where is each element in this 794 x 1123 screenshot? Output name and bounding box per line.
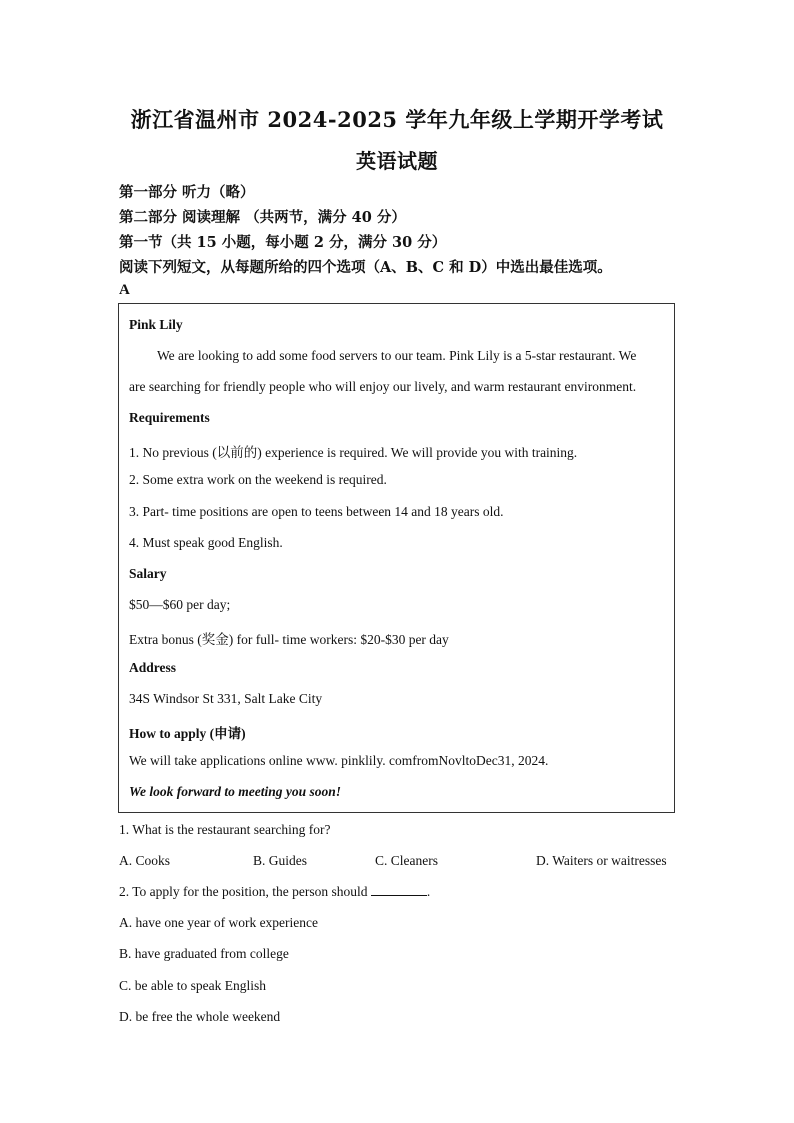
requirement-item: 4. Must speak good English. — [129, 535, 283, 550]
exam-title: 浙江省温州市 2024-2025 学年九年级上学期开学考试 — [130, 107, 664, 132]
q2-option-d: D. be free the whole weekend — [119, 1009, 281, 1024]
question-2-stem — [119, 884, 430, 900]
q1-option-a: A. Cooks — [119, 853, 171, 868]
passage-label: A — [119, 282, 130, 298]
closing-text: We look forward to meeting you soon! — [129, 784, 342, 799]
ad-intro-line1: We are looking to add some food servers to our team. Pink Lily is a 5-star restaurant. We — [157, 348, 637, 363]
ad-intro-line2: are searching for friendly people who will enjoy our lively, and warm restaurant environment. — [129, 379, 637, 394]
instruction-text: 阅读下列短文，从每题所给的四个选项（A、B、C 和 D）中选出最佳选项。 — [119, 259, 612, 276]
question-1-stem: 1. What is the restaurant searching for? — [119, 822, 331, 837]
q1-option-b: B. Guides — [253, 853, 307, 868]
section1-heading: 第一节（共 15 小题，每小题 2 分，满分 30 分） — [119, 234, 447, 251]
q2-stem-end: . — [426, 884, 431, 899]
q2-stem-text: 2. To apply for the position, the person should — [119, 884, 368, 899]
q1-option-d: D. Waiters or waitresses — [536, 853, 667, 868]
answer-blank — [371, 884, 427, 896]
requirement-item: 2. Some extra work on the weekend is required. — [129, 472, 387, 487]
apply-text: We will take applications online www. pinklily. comfromNovltoDec31, 2024. — [129, 753, 549, 768]
salary-bonus-line: Extra bonus (奖金) for full- time workers: $20-$30 per day — [129, 632, 449, 647]
job-ad-box — [118, 303, 675, 813]
address-heading: Address — [129, 660, 177, 675]
ad-name: Pink Lily — [129, 317, 183, 332]
salary-line: $50—$60 per day; — [129, 597, 231, 612]
requirement-item: 3. Part- time positions are open to teens between 14 and 18 years old. — [129, 504, 504, 519]
q2-option-a: A. have one year of work experience — [119, 915, 319, 930]
requirement-item: 1. No previous (以前的) experience is required. We will provide you with training. — [129, 445, 578, 460]
q2-option-c: C. be able to speak English — [119, 978, 266, 993]
requirements-heading: Requirements — [129, 410, 210, 425]
part1-heading: 第一部分 听力（略） — [119, 184, 255, 201]
q2-option-b: B. have graduated from college — [119, 946, 289, 961]
salary-heading: Salary — [129, 566, 167, 581]
apply-heading: How to apply (申请) — [129, 726, 246, 741]
exam-subtitle: 英语试题 — [356, 149, 438, 173]
part2-heading: 第二部分 阅读理解 （共两节，满分 40 分） — [119, 209, 406, 226]
address-text: 34S Windsor St 331, Salt Lake City — [129, 691, 323, 706]
q1-option-c: C. Cleaners — [375, 853, 438, 868]
